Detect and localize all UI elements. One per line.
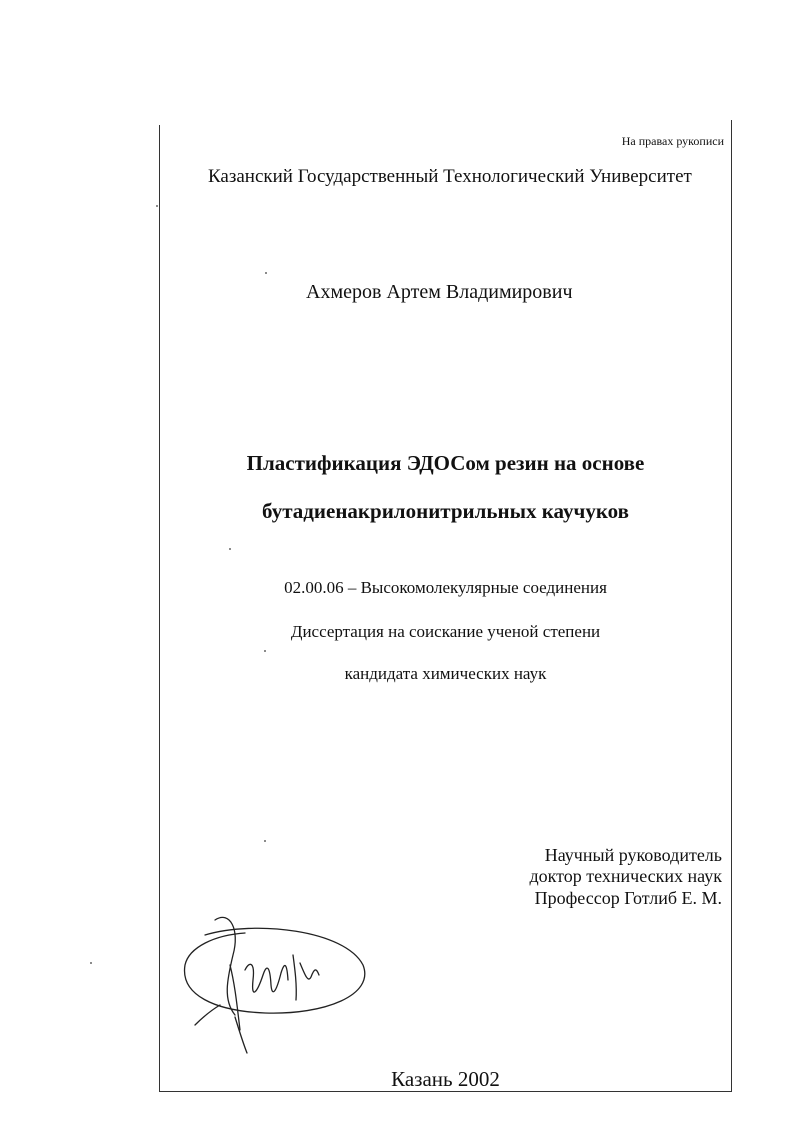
author-name: Ахмеров Артем Владимирович bbox=[306, 281, 573, 303]
city-year: Казань 2002 bbox=[391, 1067, 500, 1091]
supervisor-degree: доктор технических наук bbox=[529, 866, 722, 886]
scan-speck bbox=[265, 272, 267, 274]
manuscript-rights-label: На правах рукописи bbox=[621, 134, 724, 148]
specialty-code: 02.00.06 – Высокомолекулярные соединения bbox=[284, 578, 607, 597]
institution-name: Казанский Государственный Технологический Университет bbox=[208, 166, 692, 187]
page-border-left bbox=[159, 125, 160, 1092]
scan-speck bbox=[90, 962, 92, 964]
dissertation-title-line1: Пластификация ЭДОСом резин на основе bbox=[246, 451, 645, 475]
scan-speck bbox=[156, 205, 158, 207]
degree-line1: Диссертация на соискание ученой степени bbox=[290, 622, 601, 641]
page-border-right bbox=[731, 120, 732, 1092]
degree-line2: кандидата химических наук bbox=[344, 664, 547, 683]
scan-speck bbox=[229, 548, 231, 550]
supervisor-name: Профессор Готлиб Е. М. bbox=[534, 888, 722, 908]
signature-icon bbox=[175, 905, 375, 1055]
scan-speck bbox=[264, 840, 266, 842]
supervisor-title: Научный руководитель bbox=[544, 845, 722, 865]
scan-speck bbox=[264, 650, 266, 652]
dissertation-title-line2: бутадиенакрилонитрильных каучуков bbox=[262, 499, 629, 523]
